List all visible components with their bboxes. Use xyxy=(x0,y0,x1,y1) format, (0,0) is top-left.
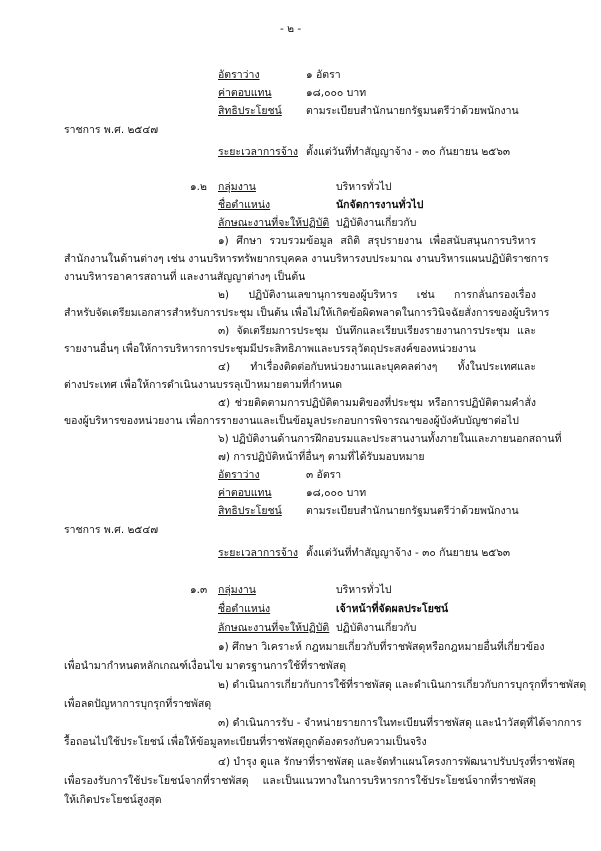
benefits-value: ตามระเบียบสำนักนายกรัฐมนตรีว่าด้วยพนักงาน xyxy=(306,105,519,117)
period-label: ระยะเวลาการจ้าง xyxy=(218,547,298,559)
duty-line: งานบริหารอาคารสถานที่ และงานสัญญาต่างๆ เป็นต้น xyxy=(64,271,306,283)
pay-value: ๑๘,๐๐๐ บาท xyxy=(306,487,367,499)
duty-line: เพื่อนำมากำหนดหลักเกณฑ์เงื่อนไข มาตรฐานการใช้ที่ราชพัสดุ xyxy=(64,660,347,672)
duty-line: รื้อถอนไปใช้ประโยชน์ เพื่อให้ข้อมูลทะเบียนที่ราชพัสดุถูกต้องตรงกับความเป็นจริง xyxy=(64,736,427,748)
vacancies-label: อัตราว่าง xyxy=(218,469,260,481)
period-value: ตั้งแต่วันที่ทำสัญญาจ้าง - ๓๐ กันยายน ๒๕๖๓ xyxy=(306,547,511,559)
group-value: บริหารทั่วไป xyxy=(336,584,392,596)
duty-line: ๗) การปฏิบัติหน้าที่อื่นๆ ตามที่ได้รับมอบหมาย xyxy=(218,451,425,463)
section-number: ๑.๒ xyxy=(190,181,207,193)
duty-label: ลักษณะงานที่จะให้ปฏิบัติ xyxy=(218,217,330,229)
position-label: ชื่อตำแหน่ง xyxy=(218,199,271,211)
duty-line: ๓) จัดเตรียมการประชุม บันทึกและเรียบเรียงรายงานการประชุม และ xyxy=(218,325,536,337)
page-number: - ๒ - xyxy=(280,23,302,35)
duty-line: ๑) ศึกษา วิเคราะห์ กฎหมายเกี่ยวกับที่ราชพัสดุหรือกฎหมายอื่นที่เกี่ยวข้อง xyxy=(218,641,545,653)
duty-value: ปฏิบัติงานเกี่ยวกับ xyxy=(336,217,417,229)
group-label: กลุ่มงาน xyxy=(218,181,256,193)
position-value: เจ้าหน้าที่จัดผลประโยชน์ xyxy=(336,603,449,615)
benefits-continuation: ราชการ พ.ศ. ๒๕๔๗ xyxy=(64,124,159,136)
benefits-continuation: ราชการ พ.ศ. ๒๕๔๗ xyxy=(64,524,159,536)
vacancies-value: ๑ อัตรา xyxy=(306,69,341,81)
group-label: กลุ่มงาน xyxy=(218,584,256,596)
duty-line: ๓) ดำเนินการรับ - จำหน่ายรายการในทะเบียนที่ราชพัสดุ และนำวัสดุที่ได้จากการ xyxy=(218,717,582,729)
pay-label: ค่าตอบแทน xyxy=(218,487,272,499)
pay-value: ๑๘,๐๐๐ บาท xyxy=(306,87,367,99)
duty-line: ๒) ดำเนินการเกี่ยวกับการใช้ที่ราชพัสดุ และดำเนินการเกี่ยวกับการบุกรุกที่ราชพัสดุ xyxy=(218,679,587,691)
duty-line: สำหรับจัดเตรียมเอกสารสำหรับการประชุม เป็นต้น เพื่อไม่ให้เกิดข้อผิดพลาดในการวินิจฉัยสั่งการของผู้บริหาร xyxy=(64,307,550,319)
duty-line: ๖) ปฏิบัติงานด้านการฝึกอบรมและประสานงานทั้งภายในและภายนอกสถานที่ xyxy=(218,433,562,445)
duty-line: เพื่อลดปัญหาการบุกรุกที่ราชพัสดุ xyxy=(64,698,212,710)
benefits-label: สิทธิประโยชน์ xyxy=(218,105,282,117)
group-value: บริหารทั่วไป xyxy=(336,181,392,193)
duty-line: ๕) ช่วยติดตามการปฏิบัติตามมติของที่ประชุม หรือการปฏิบัติตามคำสั่ง xyxy=(218,397,536,409)
duty-label: ลักษณะงานที่จะให้ปฏิบัติ xyxy=(218,622,330,634)
period-label: ระยะเวลาการจ้าง xyxy=(218,146,298,158)
duty-value: ปฏิบัติงานเกี่ยวกับ xyxy=(336,622,417,634)
duty-line: ให้เกิดประโยชน์สูงสุด xyxy=(64,794,162,806)
duty-line: สำนักงานในด้านต่างๆ เช่น งานบริหารทรัพยากรบุคคล งานบริหารงบประมาณ งานบริหารแผนปฏิบัติราชการ xyxy=(64,253,549,265)
position-value: นักจัดการงานทั่วไป xyxy=(336,199,424,211)
pay-label: ค่าตอบแทน xyxy=(218,87,272,99)
position-label: ชื่อตำแหน่ง xyxy=(218,603,271,615)
duty-line: ๔) บำรุง ดูแล รักษาที่ราชพัสดุ และจัดทำแผนโครงการพัฒนาปรับปรุงที่ราชพัสดุ xyxy=(218,756,575,768)
benefits-value: ตามระเบียบสำนักนายกรัฐมนตรีว่าด้วยพนักงาน xyxy=(306,505,519,517)
benefits-label: สิทธิประโยชน์ xyxy=(218,505,282,517)
period-value: ตั้งแต่วันที่ทำสัญญาจ้าง - ๓๐ กันยายน ๒๕๖๓ xyxy=(306,146,511,158)
duty-line: เพื่อรองรับการใช้ประโยชน์จากที่ราชพัสดุ และเป็นแนวทางในการบริหารการใช้ประโยชน์จากที่ราชพัสดุ xyxy=(64,775,536,787)
duty-line: ๒) ปฏิบัติงานเลขานุการของผู้บริหาร เช่น การกลั่นกรองเรื่อง xyxy=(218,289,536,301)
duty-line: ๔) ทำเรื่องติดต่อกับหน่วยงานและบุคคลต่างๆ ทั้งในประเทศและ xyxy=(218,361,536,373)
vacancies-value: ๓ อัตรา xyxy=(306,469,342,481)
duty-line: ต่างประเทศ เพื่อให้การดำเนินงานบรรลุเป้าหมายตามที่กำหนด xyxy=(64,379,343,391)
vacancies-label: อัตราว่าง xyxy=(218,69,260,81)
duty-line: รายงานอื่นๆ เพื่อให้การบริหารการประชุมมีประสิทธิภาพและบรรลุวัตถุประสงค์ของหน่วยงาน xyxy=(64,343,476,355)
duty-line: ๑) ศึกษา รวบรวมข้อมูล สถิติ สรุปรายงาน เพื่อสนับสนุนการบริหาร xyxy=(218,235,536,247)
section-number: ๑.๓ xyxy=(190,584,208,596)
duty-line: ของผู้บริหารของหน่วยงาน เพื่อการรายงานและเป็นข้อมูลประกอบการพิจารณาของผู้บังคับบัญชาต่อไป xyxy=(64,415,519,427)
